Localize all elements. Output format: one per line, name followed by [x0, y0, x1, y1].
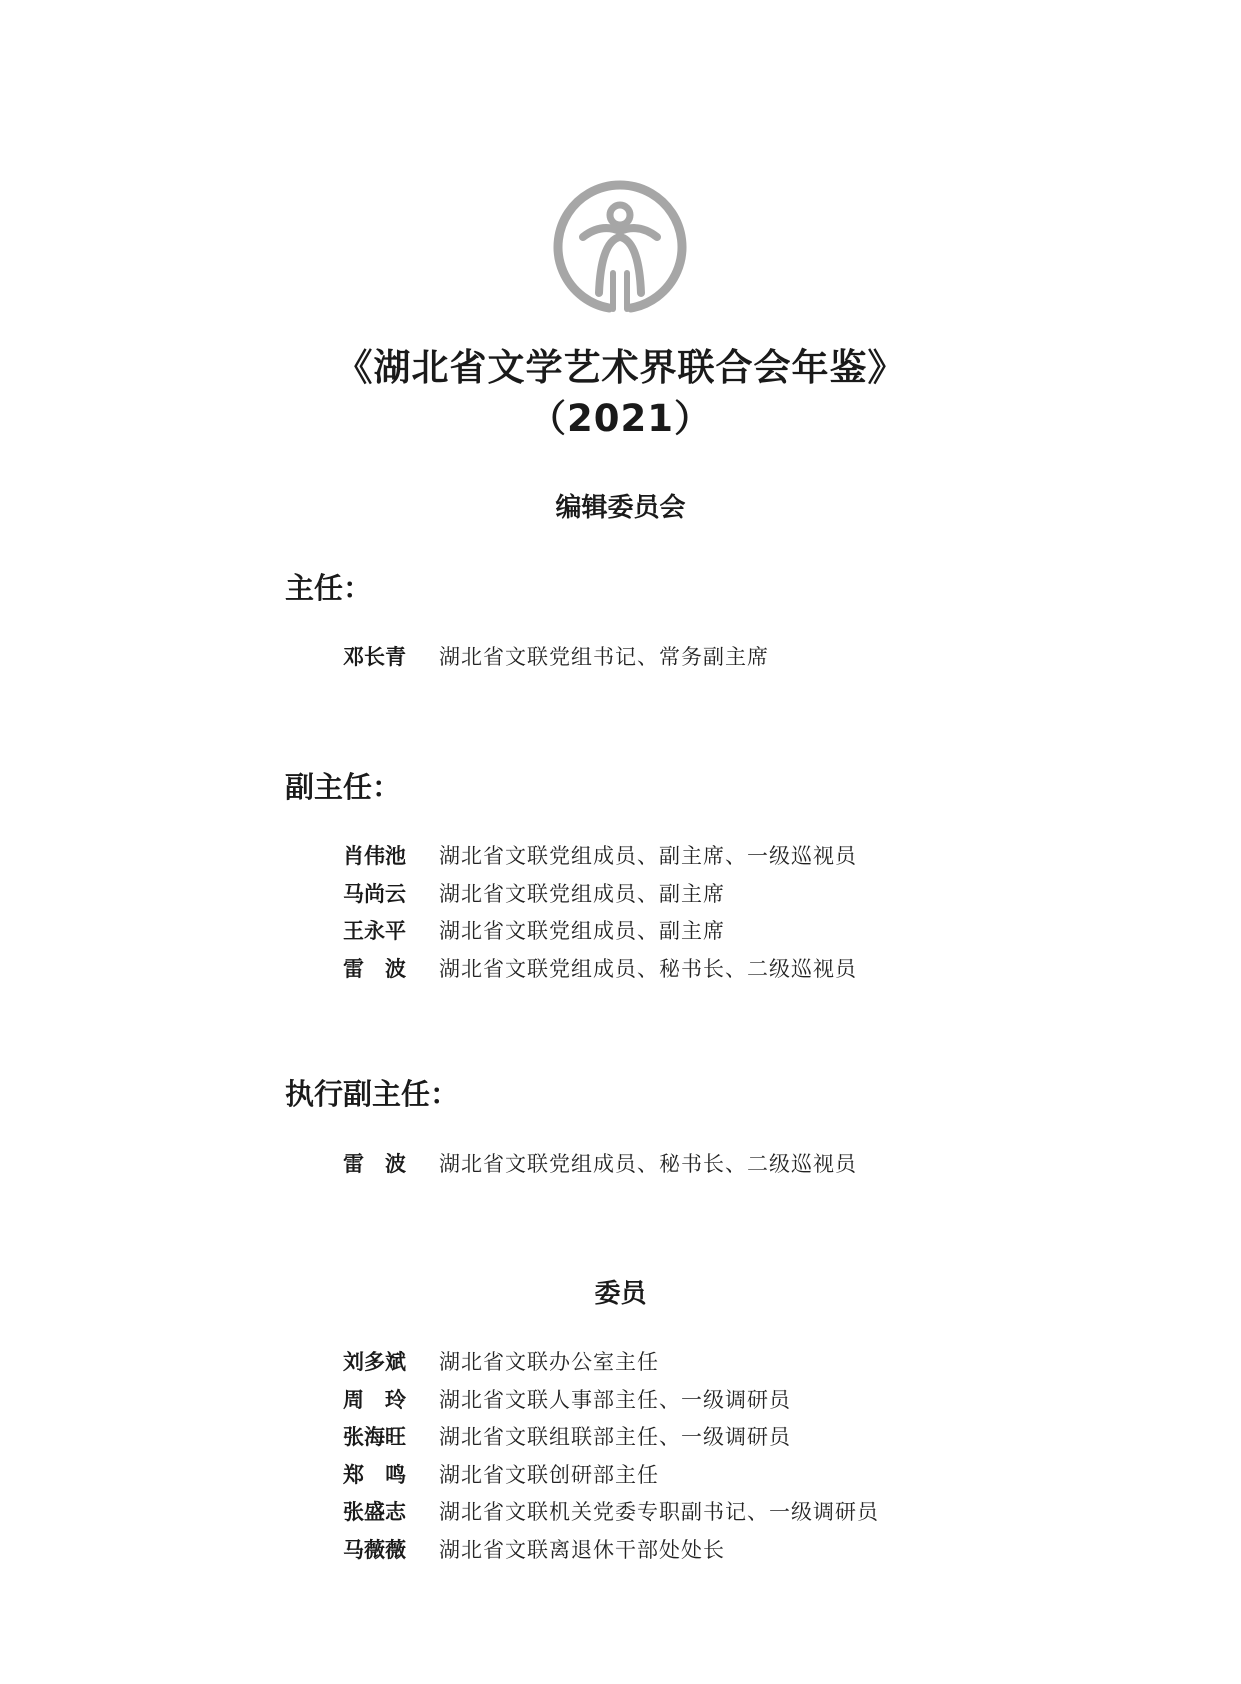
person-title: 湖北省文联党组成员、秘书长、二级巡视员	[439, 956, 857, 981]
person-name: 肖伟池	[343, 844, 406, 868]
executive-deputy-director-list	[343, 1148, 857, 1186]
person-title: 湖北省文联机关党委专职副书记、一级调研员	[439, 1500, 879, 1525]
list-item	[343, 641, 769, 679]
person-name: 马尚云	[343, 881, 406, 906]
person-title: 湖北省文联党组成员、秘书长、二级巡视员	[439, 1152, 857, 1176]
list-item	[343, 840, 857, 878]
person-title: 湖北省文联党组书记、常务副主席	[439, 645, 769, 669]
person-title: 湖北省文联人事部主任、一级调研员	[439, 1387, 791, 1412]
executive-deputy-director-heading: 执行副主任：	[285, 1077, 460, 1111]
hubei-federation-emblem-icon	[551, 175, 689, 315]
deputy-director-heading: 副主任：	[285, 770, 402, 804]
list-item	[343, 1534, 879, 1572]
deputy-director-list	[343, 840, 857, 990]
list-item	[343, 1346, 879, 1384]
person-title: 湖北省文联党组成员、副主席	[439, 919, 725, 944]
person-name: 张盛志	[343, 1500, 406, 1525]
list-item	[343, 1148, 857, 1186]
person-title: 湖北省文联离退休干部处处长	[439, 1537, 725, 1562]
list-item	[343, 878, 857, 916]
list-item	[343, 1459, 879, 1497]
list-item	[343, 915, 857, 953]
list-item	[343, 1421, 879, 1459]
person-name: 周 玲	[343, 1387, 406, 1412]
person-name: 郑 鸣	[343, 1462, 406, 1487]
list-item	[343, 1496, 879, 1534]
person-name: 刘多斌	[343, 1350, 406, 1374]
person-name: 马薇薇	[343, 1537, 406, 1562]
person-name: 邓长青	[343, 645, 406, 669]
person-title: 湖北省文联党组成员、副主席	[439, 881, 725, 906]
person-title: 湖北省文联创研部主任	[439, 1462, 659, 1487]
emblem-logo	[551, 175, 689, 315]
person-title: 湖北省文联党组成员、副主席、一级巡视员	[439, 844, 857, 868]
director-list	[343, 641, 769, 679]
person-title: 湖北省文联办公室主任	[439, 1350, 659, 1374]
person-name: 王永平	[343, 919, 406, 944]
editorial-committee-heading: 编辑委员会	[555, 493, 686, 523]
person-name: 雷 波	[343, 1152, 406, 1176]
yearbook-title: 《湖北省文学艺术界联合会年鉴》	[335, 346, 906, 389]
members-list	[343, 1346, 879, 1572]
director-heading: 主任：	[285, 571, 373, 605]
person-title: 湖北省文联组联部主任、一级调研员	[439, 1425, 791, 1450]
list-item	[343, 1384, 879, 1422]
person-name: 张海旺	[343, 1425, 406, 1450]
members-heading: 委员	[594, 1279, 647, 1309]
person-name: 雷 波	[343, 956, 406, 981]
list-item	[343, 953, 857, 991]
yearbook-year: （2021）	[529, 397, 712, 440]
